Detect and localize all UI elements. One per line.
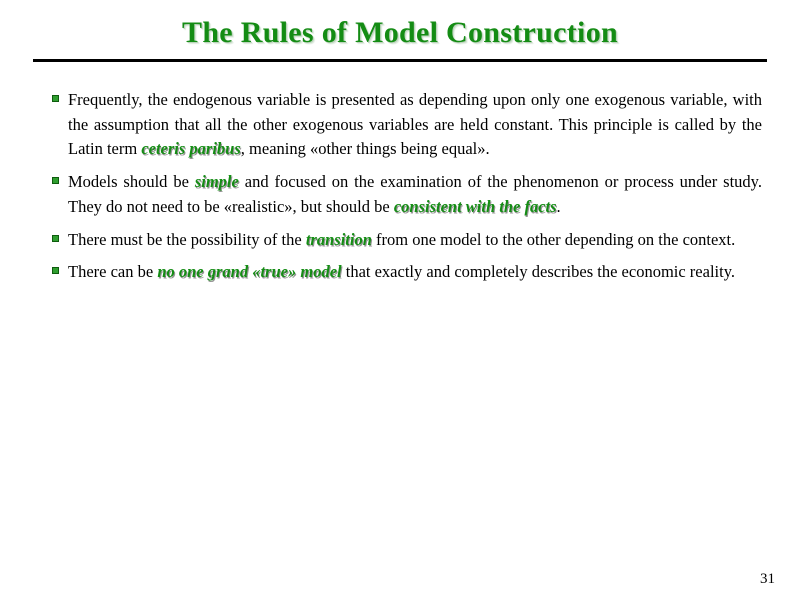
bullet-emphasis-text: ceteris paribus (141, 139, 241, 159)
bullet-item (52, 88, 762, 162)
page-number: 31 (760, 571, 775, 587)
slide-body (52, 88, 762, 285)
bullet-text: There can be (68, 262, 158, 282)
bullet-text: and focused on the examination of the phenomenon or process under study. They do not need to be «realistic», but should be (68, 172, 762, 216)
bullet-square-icon (52, 235, 59, 242)
bullet-text: that exactly and completely describes the economic reality. (341, 262, 736, 282)
bullet-text: Models should be (68, 172, 195, 192)
bullet-item (52, 260, 762, 285)
bullet-square-icon (52, 177, 59, 184)
title-rule (33, 59, 767, 62)
page-title: The Rules of Model Construction (182, 16, 618, 49)
bullet-text: from one model to the other depending on the context. (371, 229, 736, 249)
bullet-text: , meaning «other things being equal». (240, 139, 490, 159)
bullet-emphasis-text: consistent with the facts (393, 196, 557, 216)
bullet-list (52, 88, 762, 285)
bullet-item (52, 170, 762, 219)
bullet-square-icon (52, 267, 59, 274)
bullet-emphasis-text: simple (194, 172, 239, 192)
bullet-emphasis-text: transition (305, 229, 372, 249)
bullet-item (52, 228, 762, 253)
bullet-text: . (556, 196, 561, 216)
bullet-text: There must be the possibility of the (68, 229, 306, 249)
bullet-square-icon (52, 95, 59, 102)
bullet-emphasis-text: no one grand «true» model (157, 262, 342, 282)
bullet-text: Frequently, the endogenous variable is presented as depending upon only one exogenous variable, with the assumption that all the other exogenous variables are held constant. This principle is called by the Latin term (68, 90, 762, 159)
